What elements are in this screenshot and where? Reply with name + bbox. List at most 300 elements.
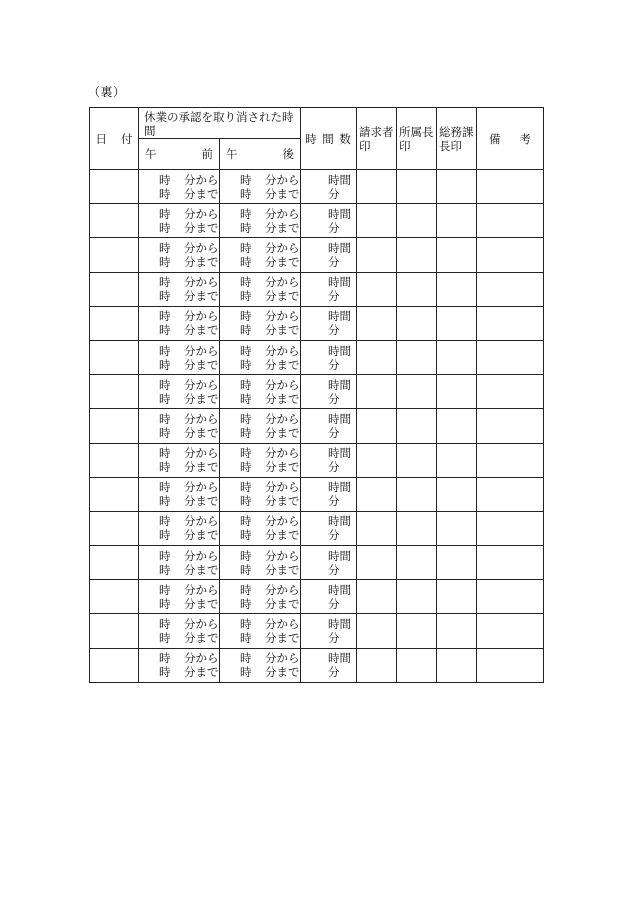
hour-label: 時 (159, 446, 171, 461)
hour-label: 時 (240, 289, 252, 304)
hours-cell[interactable] (301, 443, 357, 477)
pm-time-cell[interactable] (220, 272, 301, 306)
general-affairs-stamp-cell[interactable] (437, 204, 477, 238)
hour-label: 時 (240, 514, 252, 529)
min-to-label: 分まで (265, 528, 300, 543)
table-row (90, 546, 544, 580)
min-to-label: 分まで (184, 425, 219, 440)
notes-cell[interactable] (477, 306, 544, 340)
hour-label: 時 (159, 220, 171, 235)
min-from-label: 分から (265, 480, 300, 495)
general-affairs-stamp-cell[interactable] (437, 375, 477, 409)
requester-stamp-cell[interactable] (357, 477, 397, 511)
min-to-label: 分まで (265, 357, 300, 372)
hour-label: 時 (240, 357, 252, 372)
hour-label: 時 (240, 186, 252, 201)
hour-label: 時 (240, 528, 252, 543)
date-cell[interactable] (90, 648, 139, 682)
minutes-unit-label: 分 (328, 494, 340, 509)
general-affairs-stamp-cell[interactable] (437, 170, 477, 204)
office-chief-stamp-cell[interactable] (397, 614, 437, 648)
min-from-label: 分から (265, 411, 300, 426)
notes-header (477, 108, 544, 170)
min-to-label: 分まで (184, 460, 219, 475)
requester-stamp-cell[interactable] (357, 375, 397, 409)
date-cell[interactable] (90, 170, 139, 204)
date-cell[interactable] (90, 238, 139, 272)
hour-label: 時 (240, 411, 252, 426)
min-to-label: 分まで (265, 562, 300, 577)
am-time-cell[interactable] (139, 477, 220, 511)
hour-label: 時 (159, 275, 171, 290)
hour-label: 時 (159, 289, 171, 304)
min-from-label: 分から (265, 548, 300, 563)
minutes-unit-label: 分 (328, 323, 340, 338)
min-from-label: 分から (184, 480, 219, 495)
min-from-label: 分から (265, 240, 300, 255)
date-cell[interactable] (90, 375, 139, 409)
office-chief-stamp-cell[interactable] (397, 375, 437, 409)
hours-unit-label: 時間 (328, 240, 351, 255)
minutes-unit-label: 分 (328, 391, 340, 406)
notes-header-char-1: 備 (489, 132, 501, 146)
min-to-label: 分まで (265, 186, 300, 201)
general-affairs-stamp-cell[interactable] (437, 409, 477, 443)
page-side-label: （裏） (88, 85, 126, 99)
office-chief-stamp-cell[interactable] (397, 511, 437, 545)
min-to-label: 分まで (184, 631, 219, 646)
hours-cell[interactable] (301, 238, 357, 272)
general-affairs-stamp-cell[interactable] (437, 272, 477, 306)
hour-label: 時 (159, 172, 171, 187)
am-time-cell[interactable] (139, 306, 220, 340)
min-to-label: 分まで (184, 254, 219, 269)
hours-unit-label: 時間 (328, 446, 351, 461)
hour-label: 時 (240, 582, 252, 597)
hour-label: 時 (159, 425, 171, 440)
hours-cell[interactable] (301, 580, 357, 614)
date-cell[interactable] (90, 546, 139, 580)
requester-stamp-cell[interactable] (357, 170, 397, 204)
table-row (90, 648, 544, 682)
office-chief-stamp-cell[interactable] (397, 409, 437, 443)
min-from-label: 分から (184, 309, 219, 324)
hours-unit-label: 時間 (328, 651, 351, 666)
notes-cell[interactable] (477, 580, 544, 614)
notes-cell[interactable] (477, 409, 544, 443)
general-affairs-stamp-cell[interactable] (437, 238, 477, 272)
pm-time-cell[interactable] (220, 614, 301, 648)
general-affairs-stamp-cell[interactable] (437, 546, 477, 580)
min-from-label: 分から (184, 275, 219, 290)
min-to-label: 分まで (265, 596, 300, 611)
hours-unit-label: 時間 (328, 275, 351, 290)
min-to-label: 分まで (184, 186, 219, 201)
hour-label: 時 (240, 220, 252, 235)
pm-time-cell[interactable] (220, 170, 301, 204)
pm-time-cell[interactable] (220, 306, 301, 340)
min-from-label: 分から (265, 206, 300, 221)
pm-time-cell[interactable] (220, 648, 301, 682)
minutes-unit-label: 分 (328, 186, 340, 201)
am-time-cell[interactable] (139, 546, 220, 580)
hour-label: 時 (159, 480, 171, 495)
am-time-cell[interactable] (139, 580, 220, 614)
table-row (90, 409, 544, 443)
am-time-cell[interactable] (139, 204, 220, 238)
min-from-label: 分から (184, 514, 219, 529)
cancelled-time-header: 休業の承認を取り消された時間 (139, 108, 301, 139)
min-to-label: 分まで (184, 357, 219, 372)
hour-label: 時 (240, 480, 252, 495)
hours-unit-label: 時間 (328, 514, 351, 529)
office-chief-stamp-cell[interactable] (397, 580, 437, 614)
hour-label: 時 (159, 357, 171, 372)
hour-label: 時 (240, 391, 252, 406)
min-to-label: 分まで (184, 391, 219, 406)
min-from-label: 分から (265, 514, 300, 529)
hours-cell[interactable] (301, 170, 357, 204)
hour-label: 時 (159, 254, 171, 269)
am-time-cell[interactable] (139, 272, 220, 306)
notes-cell[interactable] (477, 272, 544, 306)
pm-time-cell[interactable] (220, 443, 301, 477)
min-to-label: 分まで (184, 562, 219, 577)
hour-label: 時 (159, 323, 171, 338)
min-to-label: 分まで (265, 631, 300, 646)
minutes-unit-label: 分 (328, 289, 340, 304)
general-affairs-stamp-cell[interactable] (437, 477, 477, 511)
minutes-unit-label: 分 (328, 460, 340, 475)
min-from-label: 分から (265, 446, 300, 461)
notes-cell[interactable] (477, 648, 544, 682)
notes-cell[interactable] (477, 614, 544, 648)
hour-label: 時 (159, 651, 171, 666)
min-from-label: 分から (184, 206, 219, 221)
hours-unit-label: 時間 (328, 548, 351, 563)
office-chief-stamp-header: 所属長印 (397, 108, 437, 170)
table-row (90, 511, 544, 545)
min-from-label: 分から (265, 275, 300, 290)
hour-label: 時 (159, 562, 171, 577)
requester-stamp-cell[interactable] (357, 648, 397, 682)
am-time-cell[interactable] (139, 614, 220, 648)
am-header (139, 139, 220, 170)
hour-label: 時 (159, 514, 171, 529)
table-row (90, 170, 544, 204)
min-from-label: 分から (265, 309, 300, 324)
hour-label: 時 (159, 528, 171, 543)
hour-label: 時 (240, 548, 252, 563)
notes-cell[interactable] (477, 443, 544, 477)
requester-stamp-cell[interactable] (357, 238, 397, 272)
minutes-unit-label: 分 (328, 596, 340, 611)
am-time-cell[interactable] (139, 443, 220, 477)
date-header-char-2: 付 (121, 131, 133, 146)
minutes-unit-label: 分 (328, 528, 340, 543)
office-chief-stamp-cell[interactable] (397, 170, 437, 204)
requester-stamp-cell[interactable] (357, 272, 397, 306)
pm-time-cell[interactable] (220, 340, 301, 374)
office-chief-stamp-cell[interactable] (397, 238, 437, 272)
min-from-label: 分から (184, 651, 219, 666)
am-time-cell[interactable] (139, 340, 220, 374)
hour-label: 時 (240, 323, 252, 338)
date-header-char-1: 日 (95, 131, 107, 146)
hour-label: 時 (240, 460, 252, 475)
office-chief-stamp-cell[interactable] (397, 546, 437, 580)
date-cell[interactable] (90, 272, 139, 306)
table-row (90, 375, 544, 409)
date-header (90, 108, 139, 170)
hours-header: 時 間 数 (301, 108, 357, 170)
notes-cell[interactable] (477, 546, 544, 580)
date-cell[interactable] (90, 477, 139, 511)
hour-label: 時 (240, 446, 252, 461)
hours-unit-label: 時間 (328, 411, 351, 426)
general-affairs-stamp-cell[interactable] (437, 306, 477, 340)
min-from-label: 分から (265, 617, 300, 632)
hours-cell[interactable] (301, 409, 357, 443)
hour-label: 時 (159, 582, 171, 597)
am-time-cell[interactable] (139, 238, 220, 272)
date-cell[interactable] (90, 204, 139, 238)
hours-cell[interactable] (301, 614, 357, 648)
date-cell[interactable] (90, 409, 139, 443)
hours-cell[interactable] (301, 272, 357, 306)
date-cell[interactable] (90, 306, 139, 340)
min-to-label: 分まで (265, 665, 300, 680)
hours-cell[interactable] (301, 204, 357, 238)
hour-label: 時 (240, 172, 252, 187)
hour-label: 時 (159, 309, 171, 324)
minutes-unit-label: 分 (328, 220, 340, 235)
header-row-1 (90, 108, 544, 139)
hour-label: 時 (159, 460, 171, 475)
office-chief-stamp-cell[interactable] (397, 477, 437, 511)
hour-label: 時 (159, 206, 171, 221)
pm-header (220, 139, 301, 170)
requester-stamp-cell[interactable] (357, 306, 397, 340)
min-from-label: 分から (265, 343, 300, 358)
general-affairs-stamp-cell[interactable] (437, 648, 477, 682)
minutes-unit-label: 分 (328, 254, 340, 269)
table-row (90, 580, 544, 614)
hour-label: 時 (240, 562, 252, 577)
office-chief-stamp-cell[interactable] (397, 648, 437, 682)
am-header-char-2: 前 (201, 147, 213, 161)
requester-stamp-header: 請求者印 (357, 108, 397, 170)
pm-header-char-1: 午 (226, 147, 238, 161)
cancellation-record-table (89, 107, 544, 683)
min-to-label: 分まで (265, 289, 300, 304)
general-affairs-stamp-header: 総務課長印 (437, 108, 477, 170)
requester-stamp-cell[interactable] (357, 546, 397, 580)
hour-label: 時 (159, 631, 171, 646)
table-row (90, 306, 544, 340)
min-to-label: 分まで (265, 494, 300, 509)
min-from-label: 分から (184, 582, 219, 597)
min-to-label: 分まで (184, 494, 219, 509)
min-to-label: 分まで (184, 665, 219, 680)
notes-header-char-2: 考 (519, 132, 531, 146)
date-cell[interactable] (90, 443, 139, 477)
min-to-label: 分まで (265, 254, 300, 269)
requester-stamp-cell[interactable] (357, 511, 397, 545)
hour-label: 時 (159, 548, 171, 563)
general-affairs-stamp-cell[interactable] (437, 511, 477, 545)
office-chief-stamp-cell[interactable] (397, 306, 437, 340)
pm-time-cell[interactable] (220, 546, 301, 580)
requester-stamp-cell[interactable] (357, 340, 397, 374)
requester-stamp-cell[interactable] (357, 409, 397, 443)
notes-cell[interactable] (477, 238, 544, 272)
hours-cell[interactable] (301, 511, 357, 545)
hour-label: 時 (240, 240, 252, 255)
date-cell[interactable] (90, 511, 139, 545)
notes-cell[interactable] (477, 511, 544, 545)
hours-unit-label: 時間 (328, 582, 351, 597)
date-cell[interactable] (90, 614, 139, 648)
min-to-label: 分まで (184, 220, 219, 235)
minutes-unit-label: 分 (328, 357, 340, 372)
min-to-label: 分まで (184, 323, 219, 338)
office-chief-stamp-cell[interactable] (397, 272, 437, 306)
pm-time-cell[interactable] (220, 580, 301, 614)
hour-label: 時 (159, 186, 171, 201)
hour-label: 時 (159, 411, 171, 426)
notes-cell[interactable] (477, 204, 544, 238)
hour-label: 時 (159, 343, 171, 358)
pm-time-cell[interactable] (220, 375, 301, 409)
hour-label: 時 (159, 617, 171, 632)
general-affairs-stamp-cell[interactable] (437, 580, 477, 614)
requester-stamp-cell[interactable] (357, 614, 397, 648)
table-row (90, 238, 544, 272)
minutes-unit-label: 分 (328, 425, 340, 440)
pm-header-char-2: 後 (282, 147, 294, 161)
hours-cell[interactable] (301, 375, 357, 409)
hours-cell[interactable] (301, 648, 357, 682)
min-to-label: 分まで (265, 425, 300, 440)
am-time-cell[interactable] (139, 170, 220, 204)
hour-label: 時 (240, 617, 252, 632)
hours-unit-label: 時間 (328, 172, 351, 187)
min-from-label: 分から (184, 240, 219, 255)
hours-unit-label: 時間 (328, 617, 351, 632)
hour-label: 時 (159, 596, 171, 611)
table-row (90, 204, 544, 238)
min-from-label: 分から (184, 548, 219, 563)
hours-unit-label: 時間 (328, 480, 351, 495)
date-cell[interactable] (90, 340, 139, 374)
min-to-label: 分まで (265, 323, 300, 338)
am-time-cell[interactable] (139, 511, 220, 545)
hour-label: 時 (240, 494, 252, 509)
hours-cell[interactable] (301, 477, 357, 511)
min-from-label: 分から (184, 617, 219, 632)
hour-label: 時 (240, 631, 252, 646)
general-affairs-stamp-cell[interactable] (437, 443, 477, 477)
notes-cell[interactable] (477, 170, 544, 204)
am-header-char-1: 午 (145, 147, 157, 161)
hours-unit-label: 時間 (328, 343, 351, 358)
pm-time-cell[interactable] (220, 204, 301, 238)
hours-cell[interactable] (301, 340, 357, 374)
hour-label: 時 (240, 651, 252, 666)
general-affairs-stamp-cell[interactable] (437, 340, 477, 374)
hour-label: 時 (159, 665, 171, 680)
pm-time-cell[interactable] (220, 238, 301, 272)
pm-time-cell[interactable] (220, 511, 301, 545)
min-to-label: 分まで (184, 528, 219, 543)
hours-unit-label: 時間 (328, 206, 351, 221)
hours-unit-label: 時間 (328, 309, 351, 324)
min-from-label: 分から (184, 411, 219, 426)
hour-label: 時 (240, 343, 252, 358)
am-time-cell[interactable] (139, 375, 220, 409)
min-to-label: 分まで (184, 289, 219, 304)
hour-label: 時 (159, 494, 171, 509)
table-row (90, 272, 544, 306)
hour-label: 時 (240, 596, 252, 611)
pm-time-cell[interactable] (220, 409, 301, 443)
min-from-label: 分から (184, 343, 219, 358)
hour-label: 時 (159, 377, 171, 392)
pm-time-cell[interactable] (220, 477, 301, 511)
office-chief-stamp-cell[interactable] (397, 204, 437, 238)
date-cell[interactable] (90, 580, 139, 614)
notes-cell[interactable] (477, 477, 544, 511)
hours-unit-label: 時間 (328, 377, 351, 392)
office-chief-stamp-cell[interactable] (397, 340, 437, 374)
am-time-cell[interactable] (139, 409, 220, 443)
hour-label: 時 (240, 206, 252, 221)
min-to-label: 分まで (184, 596, 219, 611)
requester-stamp-cell[interactable] (357, 580, 397, 614)
hour-label: 時 (240, 309, 252, 324)
hours-cell[interactable] (301, 306, 357, 340)
min-from-label: 分から (184, 172, 219, 187)
general-affairs-stamp-cell[interactable] (437, 614, 477, 648)
min-to-label: 分まで (265, 391, 300, 406)
hour-label: 時 (159, 240, 171, 255)
minutes-unit-label: 分 (328, 665, 340, 680)
requester-stamp-cell[interactable] (357, 204, 397, 238)
requester-stamp-cell[interactable] (357, 443, 397, 477)
hour-label: 時 (240, 425, 252, 440)
hour-label: 時 (240, 665, 252, 680)
notes-cell[interactable] (477, 375, 544, 409)
hour-label: 時 (240, 377, 252, 392)
notes-cell[interactable] (477, 340, 544, 374)
min-from-label: 分から (265, 172, 300, 187)
table-row (90, 477, 544, 511)
table-row (90, 614, 544, 648)
min-from-label: 分から (265, 377, 300, 392)
min-from-label: 分から (265, 651, 300, 666)
hour-label: 時 (240, 275, 252, 290)
table-row (90, 443, 544, 477)
am-time-cell[interactable] (139, 648, 220, 682)
hours-cell[interactable] (301, 546, 357, 580)
min-from-label: 分から (184, 377, 219, 392)
office-chief-stamp-cell[interactable] (397, 443, 437, 477)
table-row (90, 340, 544, 374)
minutes-unit-label: 分 (328, 562, 340, 577)
min-to-label: 分まで (265, 460, 300, 475)
hour-label: 時 (159, 391, 171, 406)
